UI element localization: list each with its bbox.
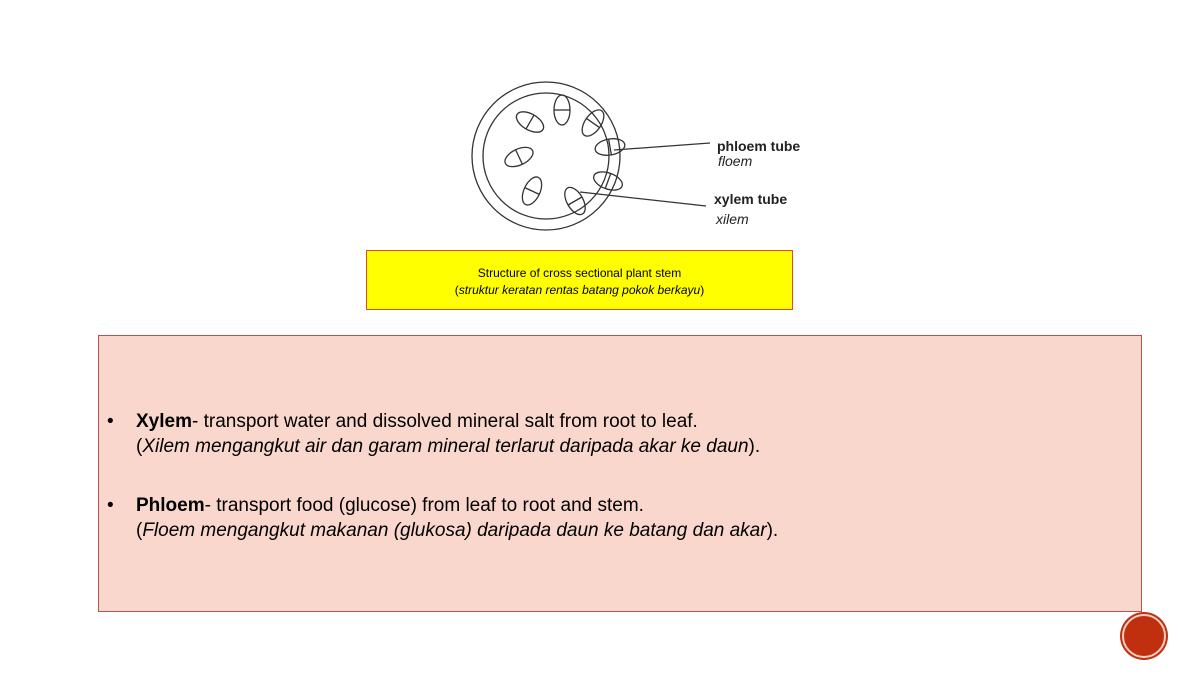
- translation: Xilem mengangkut air dan garam mineral terlarut daripada akar ke daun: [142, 436, 749, 457]
- caption-malay: struktur keratan rentas batang pokok berkayu: [458, 283, 701, 297]
- caption-line-2: [367, 282, 792, 299]
- translation: Floem mengangkut makanan (glukosa) daripada daun ke batang dan akar: [142, 520, 767, 541]
- paren: ).: [766, 520, 779, 541]
- paren: (: [136, 520, 143, 541]
- vascular-bundle: [561, 184, 590, 218]
- description: - transport water and dissolved mineral salt from root to leaf.: [191, 411, 698, 432]
- vascular-bundle: [518, 174, 545, 208]
- caption-paren: ): [700, 283, 705, 297]
- vascular-bundle: [594, 137, 626, 158]
- vascular-bundle: [554, 95, 570, 125]
- stem-outer-ring: [472, 82, 620, 230]
- bullet-phloem: [107, 493, 778, 543]
- phloem-label-malay: floem: [718, 153, 753, 169]
- caption-paren: (: [454, 283, 459, 297]
- vascular-bundle: [502, 143, 536, 170]
- phloem-label: phloem tube: [717, 138, 801, 154]
- bullet-dot: •: [107, 411, 114, 432]
- vascular-bundle: [591, 168, 625, 193]
- paren: ).: [748, 436, 761, 457]
- caption-line-1: Structure of cross sectional plant stem: [477, 266, 682, 280]
- bullet-xylem: [107, 409, 760, 459]
- slide-nav-button[interactable]: [1122, 614, 1166, 658]
- vascular-bundle: [578, 106, 608, 140]
- xylem-pointer-line: [580, 192, 706, 206]
- stem-inner-ring: [483, 93, 609, 219]
- vascular-bundle: [513, 108, 547, 137]
- xylem-label-malay: xilem: [716, 211, 749, 227]
- xylem-label: xylem tube: [714, 191, 788, 207]
- explanation-box: [98, 335, 1142, 612]
- term: Xylem: [136, 411, 192, 432]
- phloem-pointer-line: [614, 143, 710, 150]
- term: Phloem: [136, 495, 205, 516]
- bullet-dot: •: [107, 495, 114, 516]
- diagram-caption: [366, 250, 793, 310]
- paren: (: [136, 436, 143, 457]
- description: - transport food (glucose) from leaf to root and stem.: [204, 495, 644, 516]
